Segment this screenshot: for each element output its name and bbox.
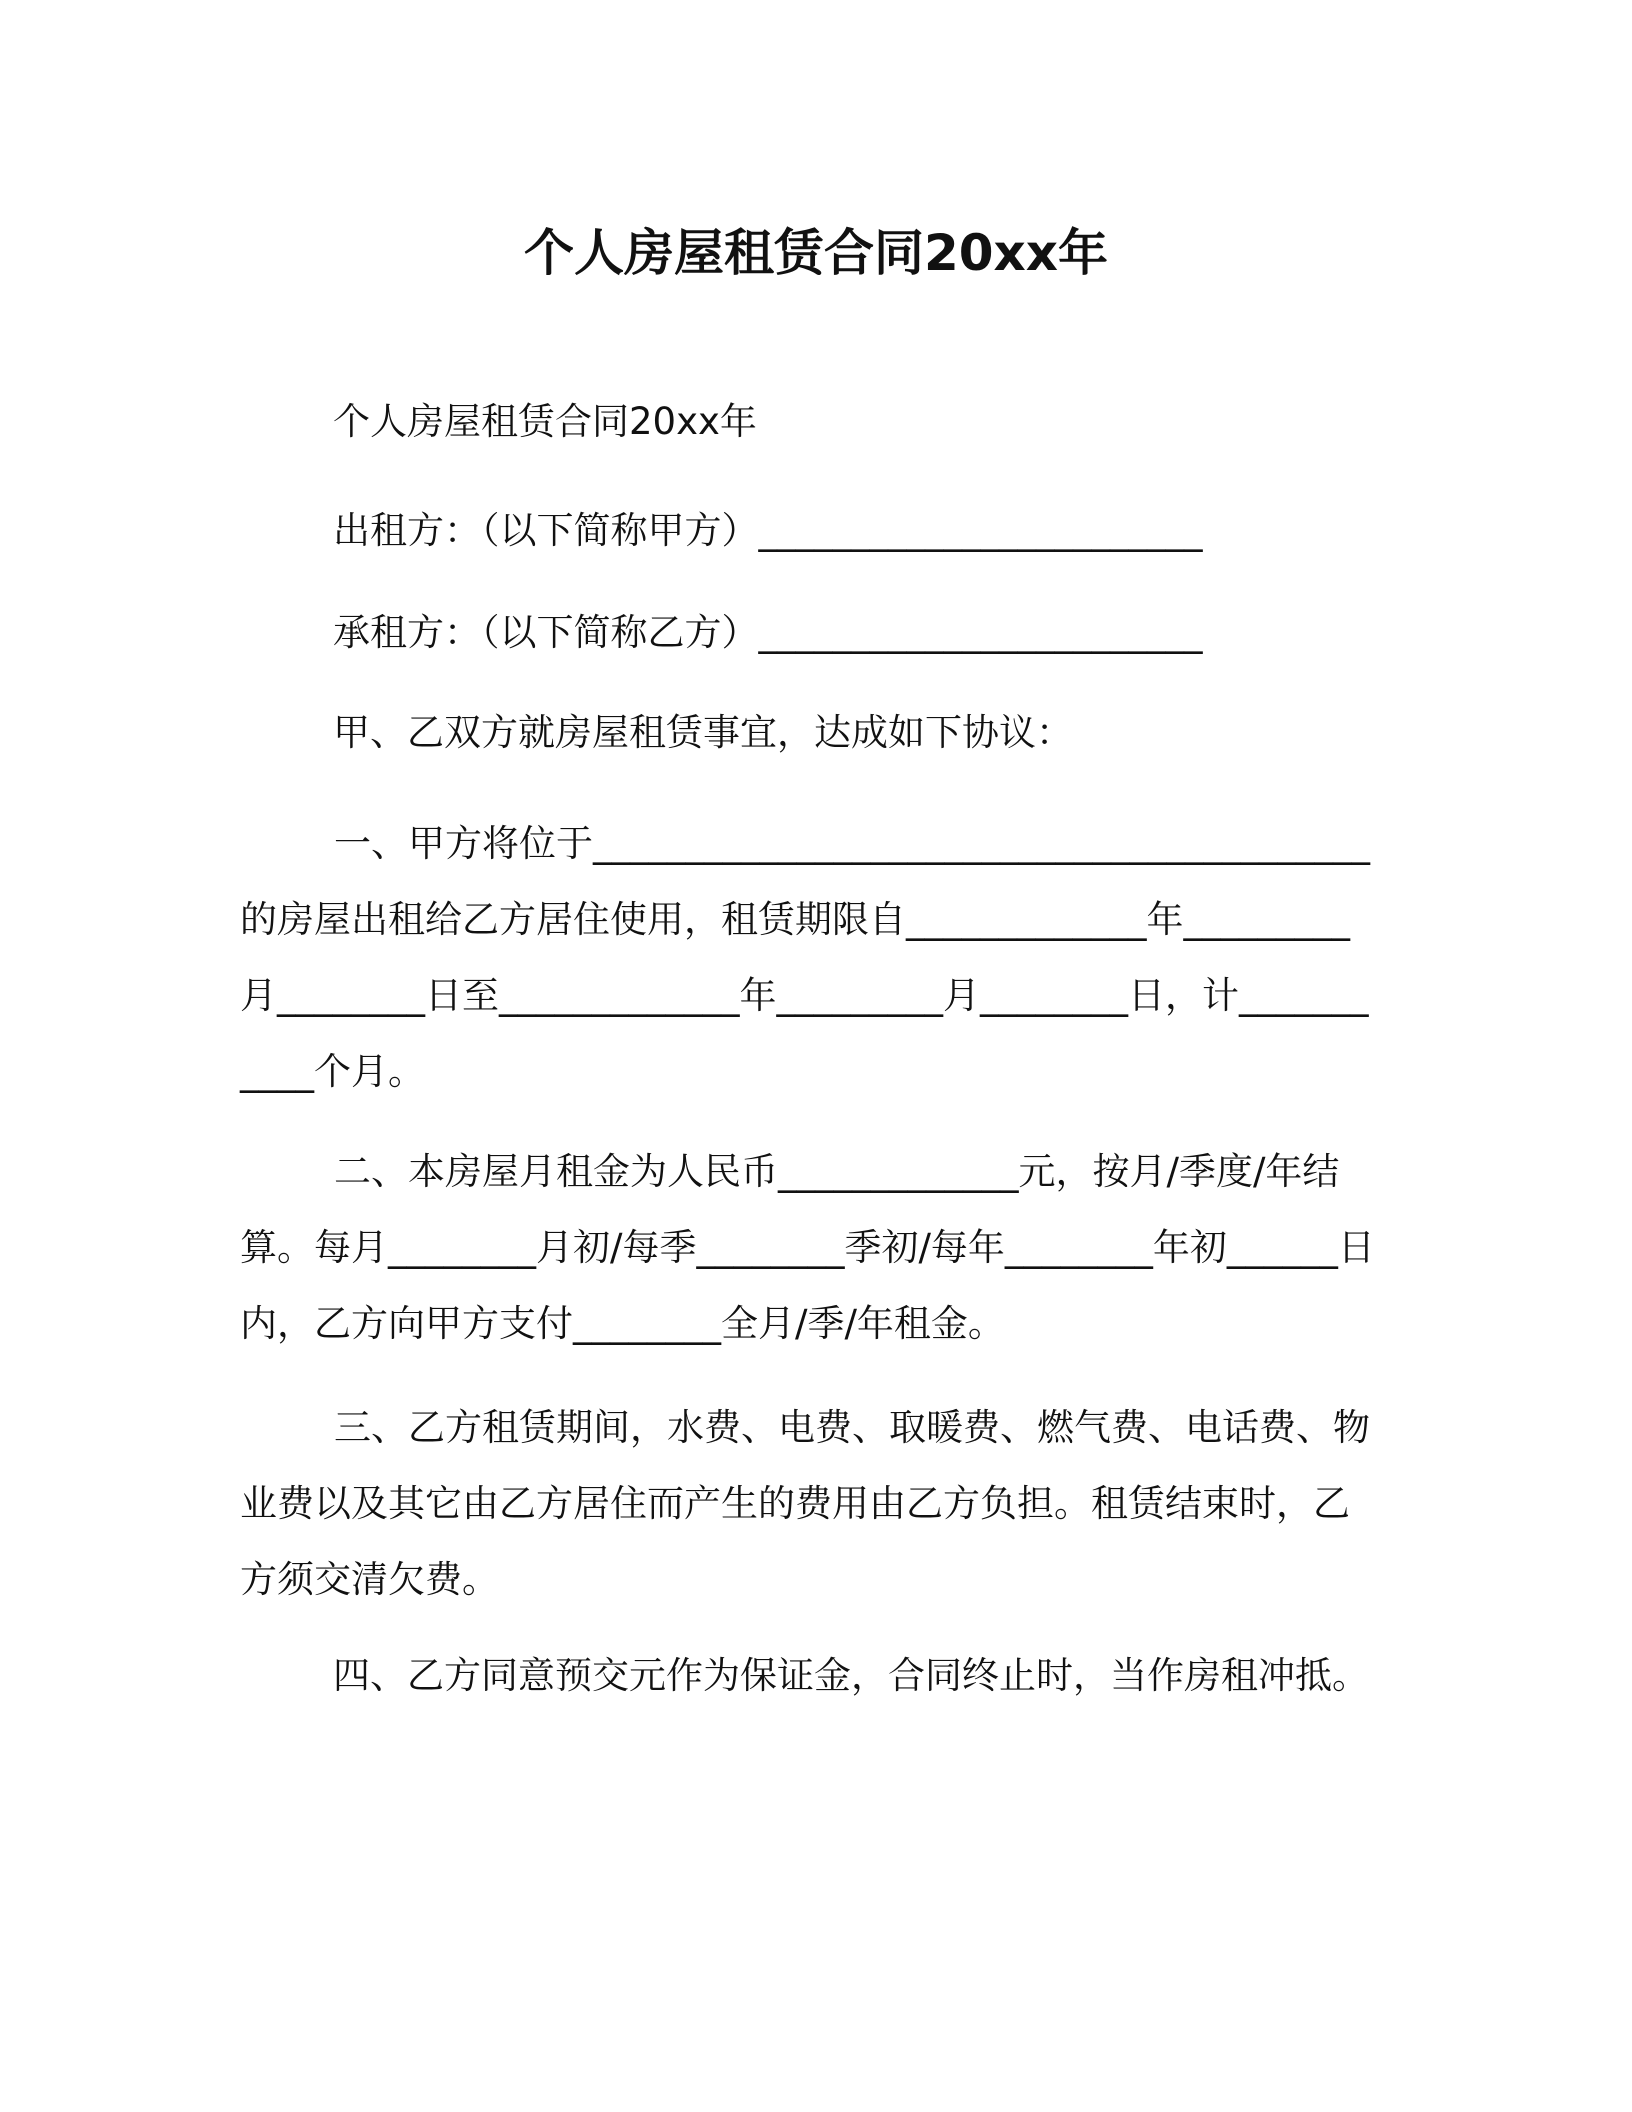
document-subtitle: 个人房屋租赁合同20xx年 bbox=[333, 400, 757, 443]
clause-3: 三、乙方租赁期间，水费、电费、取暖费、燃气费、电话费、物业费以及其它由乙方居住而产生的费用由乙方负担。租赁结束时，乙方须交清欠费。 bbox=[240, 1406, 1370, 1601]
intro-line: 甲、乙双方就房屋租赁事宜，达成如下协议： bbox=[333, 711, 1073, 754]
clause-1: 一、甲方将位于__________________________________________的房屋出租给乙方居住使用，租赁期限自_____________年_________月________日至_____________年_________月________日，计___________个月。 bbox=[240, 822, 1370, 1093]
lessee-line: 承租方：（以下简称乙方）________________________ bbox=[333, 611, 1203, 654]
clause-2: 二、本房屋月租金为人民币_____________元，按月/季度/年结算。每月________月初/每季________季初/每年________年初______日内，乙方向甲方支付________全月/季/年租金。 bbox=[240, 1150, 1375, 1345]
document-title: 个人房屋租赁合同20xx年 bbox=[523, 224, 1109, 282]
lessor-line: 出租方：（以下简称甲方）________________________ bbox=[333, 509, 1203, 552]
clause-4: 四、乙方同意预交元作为保证金，合同终止时，当作房租冲抵。 bbox=[333, 1654, 1369, 1697]
